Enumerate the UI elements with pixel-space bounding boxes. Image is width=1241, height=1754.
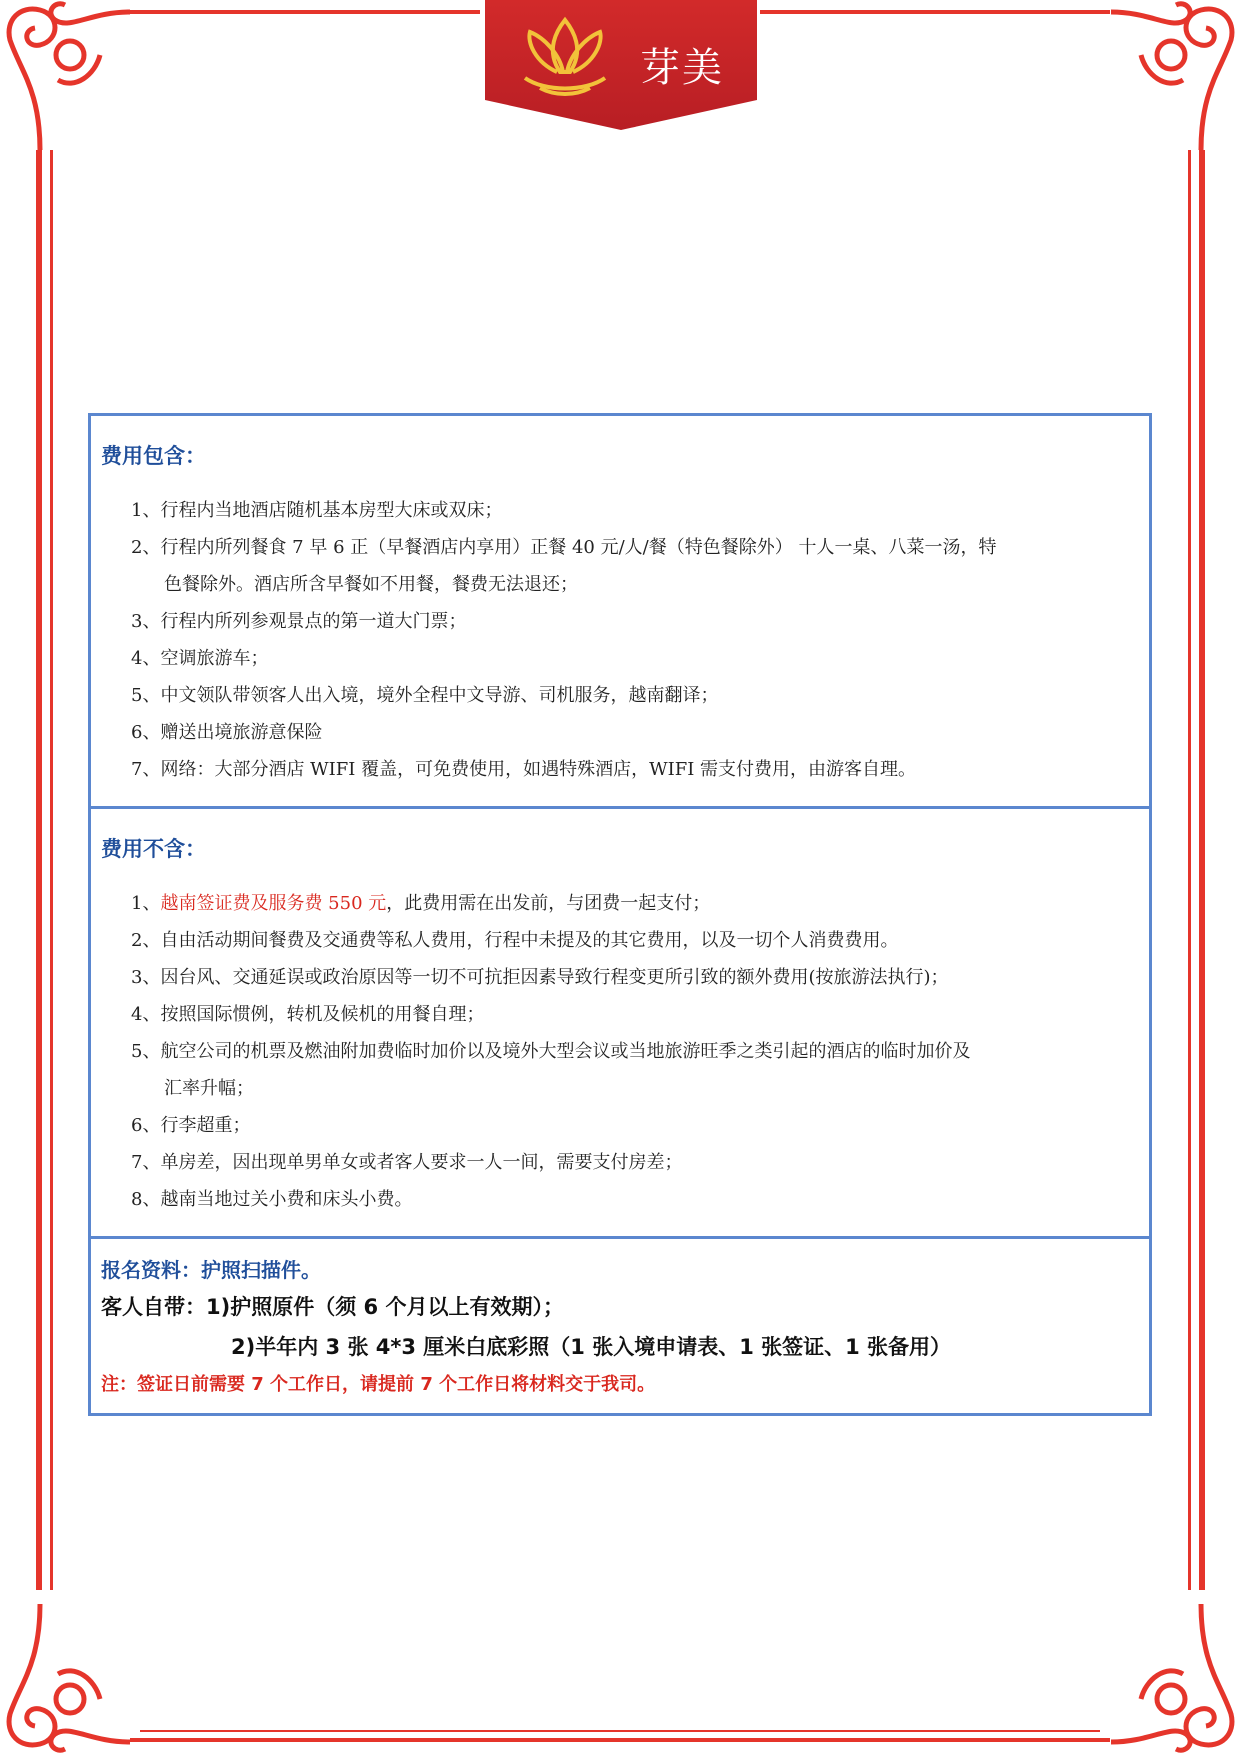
included-title: 费用包含：	[101, 444, 206, 468]
list-item: 1、越南签证费及服务费 550 元，此费用需在出发前，与团费一起支付；	[131, 893, 711, 914]
excluded-list	[101, 885, 1139, 1218]
list-item: 3、因台风、交通延误或政治原因等一切不可抗拒因素导致行程变更所引致的额外费用(按旅游法执行)；	[131, 967, 949, 988]
list-item: 5、中文领队带领客人出入境，境外全程中文导游、司机服务，越南翻译；	[131, 685, 719, 706]
frame-border-left-outer	[36, 150, 42, 1590]
bring-line-2: 2)半年内 3 张 4*3 厘米白底彩照（1 张入境申请表、1 张签证、1 张备用）	[231, 1335, 952, 1359]
list-item: 5、航空公司的机票及燃油附加费临时加价以及境外大型会议或当地旅游旺季之类引起的酒店的临时加价及 汇率升幅；	[131, 1041, 971, 1099]
list-item: 4、空调旅游车；	[131, 648, 269, 669]
included-list	[101, 492, 1139, 788]
frame-border-right-outer	[1199, 150, 1205, 1590]
frame-border-left-inner	[50, 150, 53, 1590]
frame-border-top-left	[130, 10, 480, 14]
frame-border-right-inner	[1188, 150, 1191, 1590]
excluded-section	[91, 809, 1149, 1239]
ornament-corner-top-left	[0, 0, 130, 150]
list-item: 6、赠送出境旅游意保险	[131, 722, 323, 743]
excluded-title: 费用不含：	[101, 837, 206, 861]
brand-name: 芽美	[640, 45, 724, 91]
list-item: 1、行程内当地酒店随机基本房型大床或双床；	[131, 500, 503, 521]
ornament-corner-bottom-right	[1111, 1604, 1241, 1754]
list-item: 7、网络：大部分酒店 WIFI 覆盖，可免费使用，如遇特殊酒店，WIFI 需支付费用，由游客自理。	[131, 759, 917, 780]
list-item: 4、按照国际惯例，转机及候机的用餐自理；	[131, 1004, 485, 1025]
list-item: 6、行李超重；	[131, 1115, 251, 1136]
ornament-corner-bottom-left	[0, 1604, 130, 1754]
frame-border-bottom-inner	[140, 1730, 1100, 1732]
fee-info-box	[88, 413, 1152, 1416]
list-item: 8、越南当地过关小费和床头小费。	[131, 1189, 413, 1210]
included-section	[91, 416, 1149, 809]
list-item: 2、行程内所列餐食 7 早 6 正（早餐酒店内享用）正餐 40 元/人/餐（特色餐除外） 十人一桌、八菜一汤，特 色餐除外。酒店所含早餐如不用餐，餐费无法退还；	[131, 537, 997, 595]
visa-fee-highlight: 越南签证费及服务费 550 元	[160, 893, 387, 914]
list-item: 7、单房差，因出现单男单女或者客人要求一人一间，需要支付房差；	[131, 1152, 683, 1173]
frame-border-top-right	[760, 10, 1110, 14]
bring-line-1: 客人自带：1)护照原件（须 6 个月以上有效期）；	[101, 1295, 564, 1319]
ornament-corner-top-right	[1111, 0, 1241, 150]
list-item: 2、自由活动期间餐费及交通费等私人费用，行程中未提及的其它费用，以及一切个人消费费用。	[131, 930, 899, 951]
registration-note: 注：签证日前需要 7 个工作日，请提前 7 个工作日将材料交于我司。	[101, 1374, 656, 1395]
frame-border-bottom-outer	[130, 1738, 1110, 1742]
list-item: 3、行程内所列参观景点的第一道大门票；	[131, 611, 467, 632]
registration-section	[91, 1239, 1149, 1413]
registration-title: 报名资料：护照扫描件。	[101, 1258, 321, 1282]
